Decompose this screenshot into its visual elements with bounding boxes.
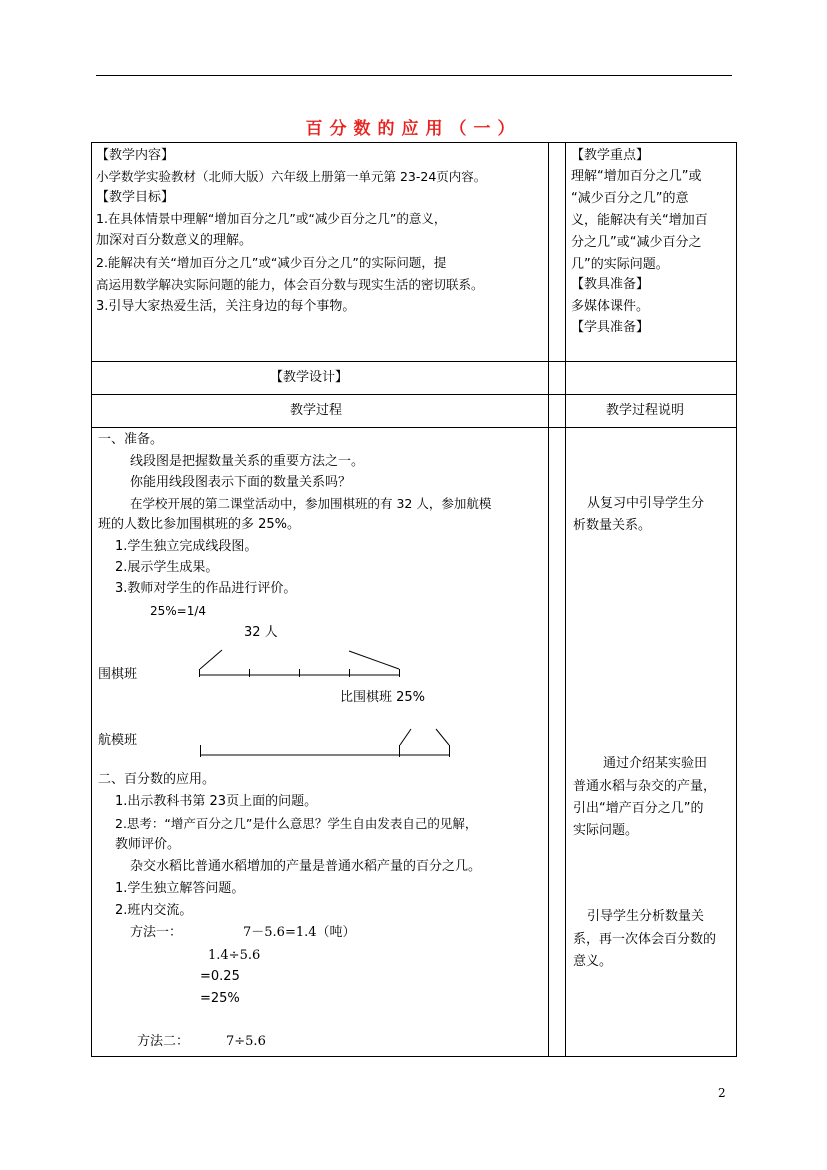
content-heading: 【教学内容】	[96, 148, 175, 163]
page-number: 2	[718, 1086, 726, 1100]
side-line: 分之几”或“减少百分之	[571, 235, 702, 250]
side-line: “减少百分之几”的意	[571, 191, 689, 206]
column-header-process: 教学过程	[290, 403, 343, 418]
goals-heading: 【教学目标】	[96, 190, 175, 205]
note-line: 析数量关系。	[573, 518, 652, 533]
process-line: 杂交水稻比普通水稻增加的产量是普通水稻产量的百分之几。	[130, 859, 482, 874]
brace-right	[349, 651, 399, 669]
key-points-heading: 【教学重点】	[571, 148, 650, 163]
method1-step: 1.4÷5.6	[208, 948, 261, 963]
process-line: 1.学生独立解答问题。	[115, 881, 245, 896]
process-line: 1.出示教科书第 23页上面的问题。	[115, 794, 318, 809]
process-line: 3.教师对学生的作品进行评价。	[115, 581, 297, 596]
method2-label: 方法二：	[137, 1034, 190, 1049]
page-title: 百分数的应用（一）	[305, 119, 522, 139]
process-line: 你能用线段图表示下面的数量关系吗？	[130, 475, 352, 490]
process-line: 班的人数比参加围棋班的多 25%。	[98, 517, 301, 532]
note-line: 引出“增产百分之几”的	[573, 801, 704, 816]
note-line: 意义。	[573, 954, 613, 969]
goal-line: 加深对百分数意义的理解。	[96, 233, 253, 248]
process-line: 2.班内交流。	[115, 903, 193, 918]
brace-left	[200, 650, 222, 669]
process-line: 2.思考：“增产百分之几”是什么意思？学生自由发表自己的见解，	[115, 816, 478, 831]
method1-step: 7－5.6=1.4（吨）	[243, 925, 356, 940]
goal-line: 3.引导大家热爱生活，关注身边的每个事物。	[96, 299, 356, 314]
goal-line: 高运用数学解决实际问题的能力，体会百分数与现实生活的密切联系。	[96, 277, 484, 292]
hangmo-label: 航模班	[98, 733, 138, 748]
column-header-notes: 教学过程说明	[606, 403, 685, 418]
note-line: 实际问题。	[573, 823, 639, 838]
note-line: 普通水稻与杂交的产量，	[573, 779, 717, 794]
ratio-label: 25%=1/4	[150, 604, 207, 618]
section-heading: 一、准备。	[98, 432, 164, 447]
goal-line: 2.能解决有关“增加百分之几”或“减少百分之几”的实际问题，提	[96, 255, 447, 270]
method1-label: 方法一：	[130, 925, 183, 940]
count-label: 32 人	[244, 625, 278, 640]
process-line: 教师评价。	[115, 837, 181, 852]
content-text: 小学数学实验教材（北师大版）六年级上册第一单元第 23-24页内容。	[96, 169, 487, 184]
process-line: 1.学生独立完成线段图。	[115, 539, 258, 554]
method2-expr: 7÷5.6	[226, 1034, 266, 1049]
method1-step: =0.25	[200, 969, 240, 984]
design-heading: 【教学设计】	[270, 370, 349, 385]
note-line: 从复习中引导学生分	[587, 496, 705, 511]
note-line: 通过介绍某实验田	[603, 756, 708, 771]
extra-brace-right	[436, 729, 449, 745]
extra-brace-left	[400, 729, 411, 745]
student-materials-heading: 【学具准备】	[571, 320, 650, 335]
method1-step: =25%	[200, 991, 240, 1006]
teaching-aids-heading: 【教具准备】	[571, 277, 650, 292]
side-line: 几”的实际问题。	[571, 257, 669, 272]
process-line: 在学校开展的第二课堂活动中，参加围棋班的有 32 人，参加航模	[130, 496, 492, 511]
section-heading: 二、百分数的应用。	[98, 772, 216, 787]
process-line: 2.展示学生成果。	[115, 560, 219, 575]
note-line: 引导学生分析数量关	[587, 909, 705, 924]
goal-line: 1.在具体情景中理解“增加百分之几”或“减少百分之几”的意义，	[96, 211, 447, 226]
side-line: 多媒体课件。	[571, 299, 650, 314]
side-line: 理解“增加百分之几”或	[571, 169, 702, 184]
note-line: 系，再一次体会百分数的	[573, 932, 717, 947]
process-line: 线段图是把握数量关系的重要方法之一。	[130, 454, 365, 469]
more-label: 比围棋班 25%	[340, 690, 426, 705]
side-line: 义，能解决有关“增加百	[571, 213, 708, 228]
weiqi-label: 围棋班	[98, 667, 138, 682]
